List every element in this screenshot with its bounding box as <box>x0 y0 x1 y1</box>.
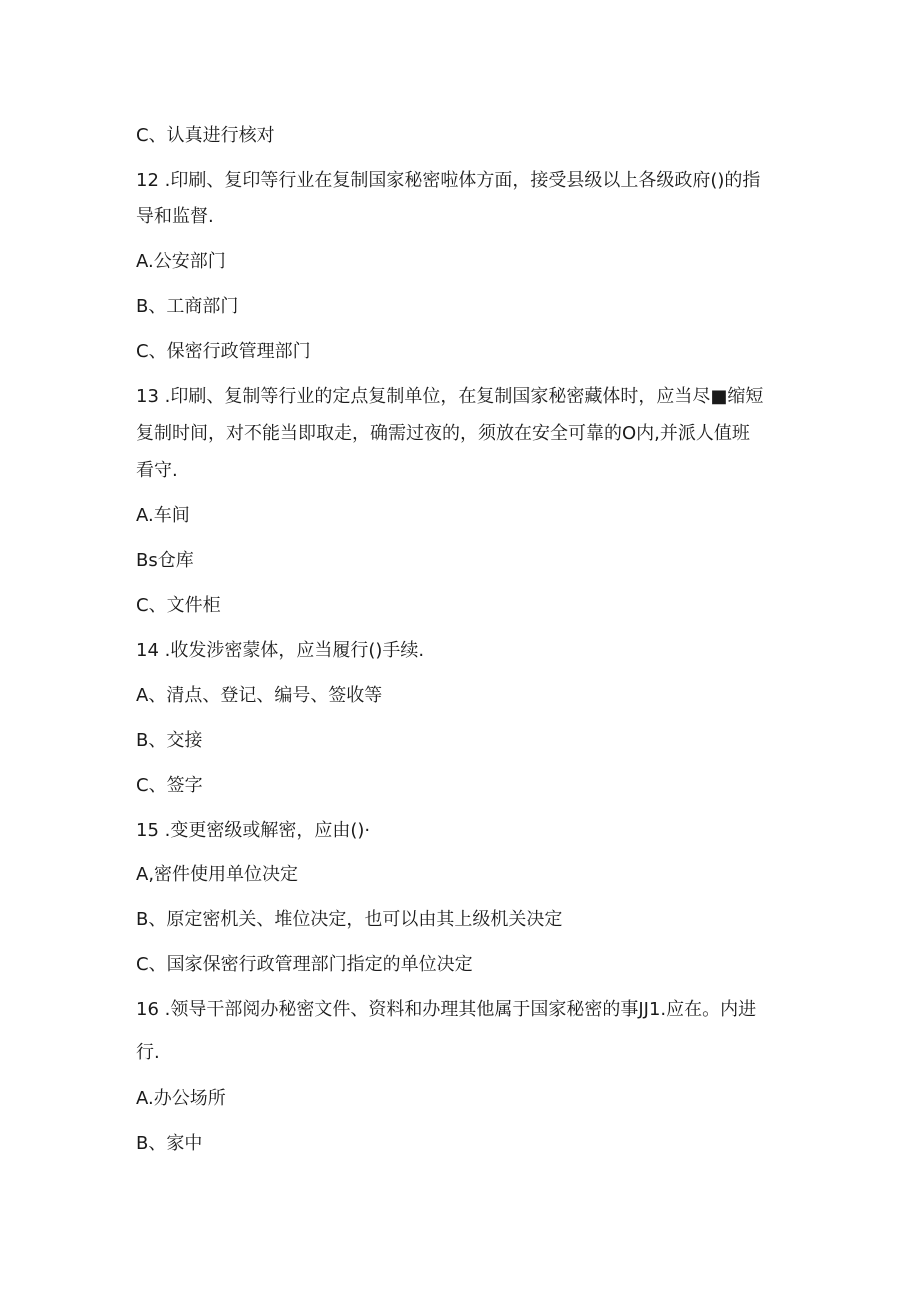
option-line: C、签字 <box>136 775 203 796</box>
option-line: B、工商部门 <box>136 296 239 317</box>
question-line: 看守. <box>136 460 178 481</box>
option-line: A.车间 <box>136 505 190 526</box>
option-line: B、家中 <box>136 1133 203 1154</box>
question-line: 复制时间，对不能当即取走，确需过夜的，须放在安全可靠的O内,并派人值班 <box>136 423 750 444</box>
option-line: B、原定密机关、堆位决定，也可以由其上级机关决定 <box>136 909 563 930</box>
question-line: 16 .领导干部阅办秘密文件、资料和办理其他属于国家秘密的事JJ1.应在。内进 <box>136 999 757 1020</box>
question-line: 14 .收发涉密蒙体，应当履行()手续. <box>136 640 425 661</box>
option-line: A、清点、登记、编号、签收等 <box>136 685 383 706</box>
question-line: 行. <box>136 1042 160 1063</box>
option-line: Bs仓库 <box>136 550 194 571</box>
option-line: C、认真进行核对 <box>136 125 275 146</box>
option-line: C、保密行政管理部门 <box>136 341 311 362</box>
option-line: A.办公场所 <box>136 1088 226 1109</box>
question-line: 15 .变更密级或解密，应由()· <box>136 820 371 841</box>
option-line: B、交接 <box>136 730 203 751</box>
option-line: A.公安部门 <box>136 251 226 272</box>
option-line: C、文件柜 <box>136 595 221 616</box>
question-line: 导和监督. <box>136 206 214 227</box>
question-line: 13 .印刷、复制等行业的定点复制单位，在复制国家秘密藏体时，应当尽■缩短 <box>136 386 764 407</box>
option-line: A,密件使用单位决定 <box>136 864 299 885</box>
question-line: 12 .印刷、复印等行业在复制国家秘密啦体方面，接受县级以上各级政府()的指 <box>136 170 761 191</box>
option-line: C、国家保密行政管理部门指定的单位决定 <box>136 954 473 975</box>
